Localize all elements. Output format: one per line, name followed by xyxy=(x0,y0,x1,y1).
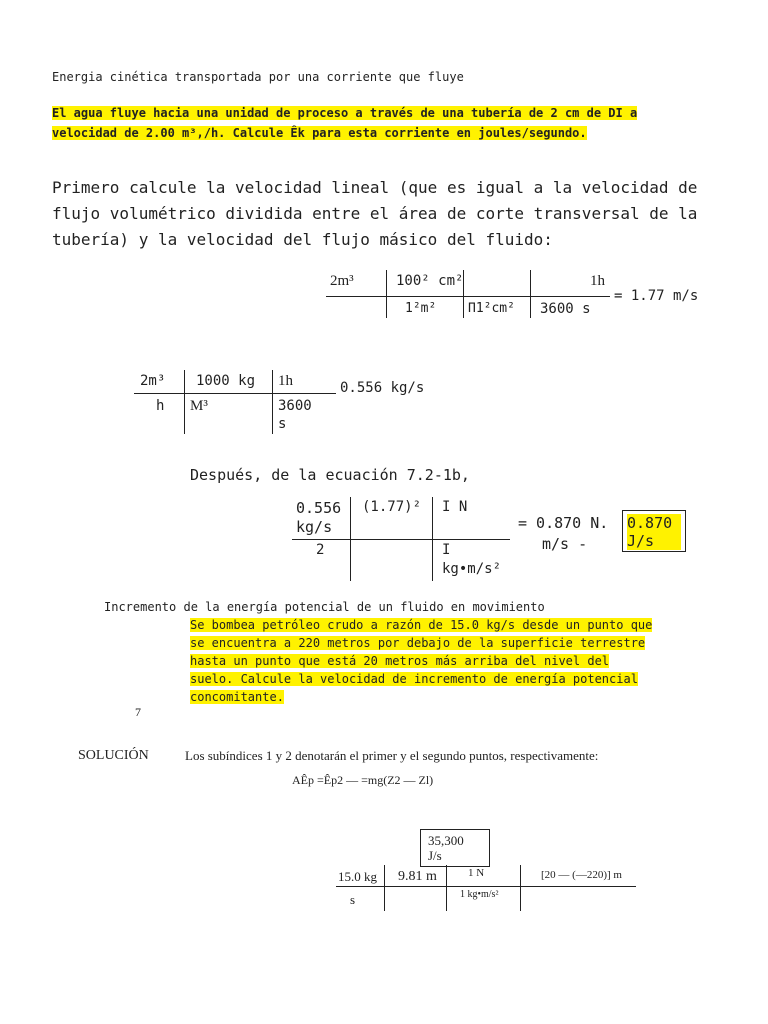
calc2-c2-bot: M³ xyxy=(190,398,208,414)
calc2-c3-bot-2: s xyxy=(278,416,287,432)
calc2-c3-bot-1: 3600 xyxy=(278,398,312,414)
calc1-result: = 1.77 m/s xyxy=(614,288,699,304)
section2-problem-line-2: se encuentra a 220 metros por debajo de la superficie terrestre xyxy=(190,636,646,650)
calc3-c3-top: I N xyxy=(442,499,468,515)
solucion-c1-top: 15.0 kg xyxy=(338,869,377,884)
problem-line-2: velocidad de 2.00 m³,/h. Calcule Êk para esta corriente en joules/segundo. xyxy=(52,126,587,140)
despues-text: Después, de la ecuación 7.2-1b, xyxy=(190,466,470,484)
calc1-c2-top: 100² cm² xyxy=(396,273,464,289)
solucion-c4-top: [20 — (—220)] m xyxy=(541,869,622,881)
calc1-c4-top: 1h xyxy=(590,273,605,289)
calc2-c3-top: 1h xyxy=(278,373,293,389)
calc3-c2-top: (1.77)² xyxy=(362,499,422,515)
solucion-result-box xyxy=(420,829,490,867)
section2-problem-line-4: suelo. Calcule la velocidad de incremento de energía potencial xyxy=(190,672,638,686)
section2-problem xyxy=(190,616,652,706)
calc3-eq2: m/s - xyxy=(542,535,588,553)
solucion-boxed-1: 35,300 xyxy=(428,833,464,848)
calc1-c1-top: 2m³ xyxy=(330,273,354,289)
calc3-boxed-1: 0.870 xyxy=(627,514,681,532)
calc2-c1-bot: h xyxy=(156,398,165,414)
solucion-boxed-2: J/s xyxy=(428,848,442,863)
solucion-label: SOLUCIÓN xyxy=(78,748,149,763)
calc2-c2-top: 1000 kg xyxy=(196,373,256,389)
calc3-c1-bot: 2 xyxy=(316,542,325,558)
section2-problem-line-5: concomitante. xyxy=(190,690,284,704)
calc3-boxed-2: J/s xyxy=(627,532,681,550)
solucion-c2-top: 9.81 m xyxy=(398,869,437,884)
calc3-eq1: = 0.870 N. xyxy=(518,514,609,532)
calc3-c1-top-2: kg/s xyxy=(296,518,333,536)
solucion-c3-top: 1 N xyxy=(468,867,485,879)
section2-problem-line-3: hasta un punto que está 20 metros más arriba del nivel del xyxy=(190,654,610,668)
section2-problem-line-1: Se bombea petróleo crudo a razón de 15.0 kg/s desde un punto que xyxy=(190,618,653,632)
calc1-c2-bot: 1²m² xyxy=(405,301,437,316)
solucion-equation: AÊp =Êp2 — =mg(Z2 — Zl) xyxy=(292,773,434,787)
section1-title: Energia cinética transportada por una corriente que fluye xyxy=(52,70,464,84)
calc3-c3-bot-2: kg•m/s² xyxy=(442,561,502,577)
para-line-3: tubería) y la velocidad del flujo másico del fluido: xyxy=(52,230,553,249)
section2-title: Incremento de la energía potencial de un fluido en movimiento xyxy=(104,600,545,614)
calc2-result: 0.556 kg/s xyxy=(340,380,425,396)
calc3-c3-bot-1: I xyxy=(442,542,451,558)
calc2-c1-top: 2m³ xyxy=(140,373,166,389)
solucion-c3-bot: 1 kg•m/s² xyxy=(460,889,499,900)
calc3-result-box xyxy=(622,510,686,552)
calc1-c4-bot: 3600 s xyxy=(540,301,591,317)
problem-line-1: El agua fluye hacia una unidad de proceso a través de una tubería de 2 cm de DI a xyxy=(52,106,638,120)
page-number: 7 xyxy=(135,705,141,719)
calc3-c1-top-1: 0.556 xyxy=(296,499,342,517)
solucion-text: Los subíndices 1 y 2 denotarán el primer y el segundo puntos, respectivamente: xyxy=(185,748,599,763)
para-line-2: flujo volumétrico dividida entre el área de corte transversal de la xyxy=(52,204,698,223)
calc1-c3-bot: Π1²cm² xyxy=(468,301,515,316)
solucion-c1-bot: s xyxy=(350,892,356,907)
para-line-1: Primero calcule la velocidad lineal (que es igual a la velocidad de xyxy=(52,178,698,197)
